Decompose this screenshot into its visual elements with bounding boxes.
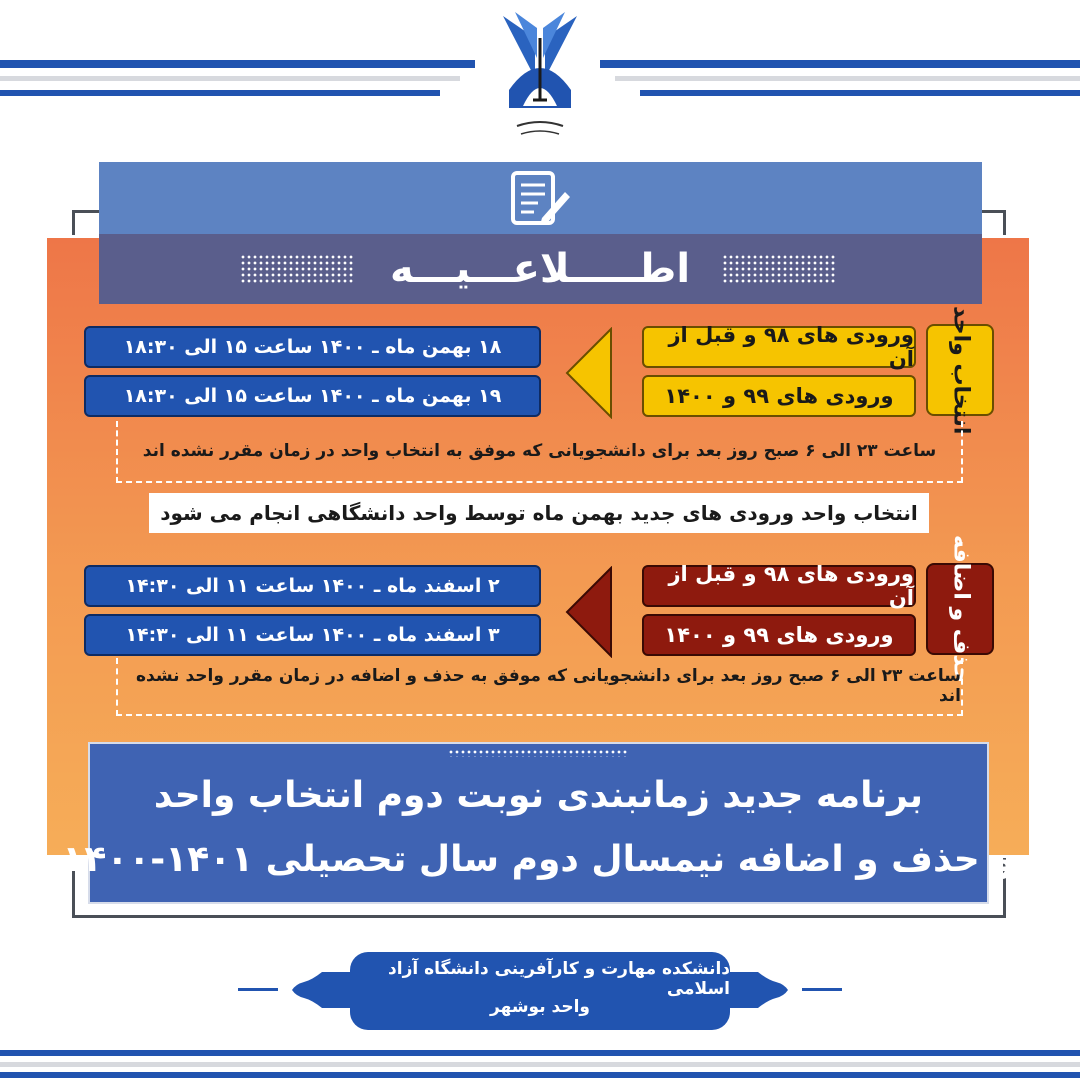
add-drop-date-2: ۳ اسفند ماه ـ ۱۴۰۰ ساعت ۱۱ الی ۱۴:۳۰ — [84, 614, 541, 656]
top-stripe-right-2 — [615, 76, 1080, 81]
selection-cohort-2: ورودی های ۹۹ و ۱۴۰۰ — [642, 375, 916, 417]
footer-rule-right — [802, 988, 842, 991]
bottom-stripe-3 — [0, 1072, 1080, 1078]
top-stripe-left-2 — [0, 76, 460, 81]
footer-line-2: واحد بوشهر — [490, 997, 590, 1017]
title-dots-right — [722, 254, 837, 284]
add-drop-arrow-icon — [564, 566, 614, 658]
add-drop-cohort-1: ورودی های ۹۸ و قبل از آن — [642, 565, 916, 607]
university-logo — [495, 8, 585, 143]
add-drop-note: ساعت ۲۳ الی ۶ صبح روز بعد برای دانشجویانی که موفق به حذف و اضافه در زمان مقرر واحد نشده اند — [116, 658, 963, 716]
footer-rule-left — [238, 988, 278, 991]
document-edit-icon — [508, 170, 572, 228]
bottom-stripe-2 — [0, 1062, 1080, 1067]
selection-note: ساعت ۲۳ الی ۶ صبح روز بعد برای دانشجویانی که موفق به انتخاب واحد در زمان مقرر نشده اند — [116, 421, 963, 483]
top-stripe-left-1 — [0, 60, 475, 68]
bottom-stripe-1 — [0, 1050, 1080, 1056]
add-drop-cohort-2: ورودی های ۹۹ و ۱۴۰۰ — [642, 614, 916, 656]
selection-cohort-1: ورودی های ۹۸ و قبل از آن — [642, 326, 916, 368]
add-drop-tag: حذف و اضافه — [926, 563, 994, 655]
top-stripe-right-3 — [640, 90, 1080, 96]
title-dots-left — [240, 254, 355, 284]
selection-arrow-icon — [564, 327, 614, 419]
page-title: اطـــــلاعـــیـــه — [389, 246, 691, 292]
top-stripe-right-1 — [600, 60, 1080, 68]
top-stripe-left-3 — [0, 90, 440, 96]
middle-notice: انتخاب واحد ورودی های جدید بهمن ماه توسط واحد دانشگاهی انجام می شود — [149, 493, 929, 533]
headline-line-2: و حذف و اضافه نیمسال دوم سال تحصیلی ۱۴۰۱-۱۴۰۰ — [62, 838, 1015, 880]
footer-line-1: دانشکده مهارت و کارآفرینی دانشگاه آزاد اسلامی — [388, 959, 730, 999]
selection-date-2: ۱۹ بهمن ماه ـ ۱۴۰۰ ساعت ۱۵ الی ۱۸:۳۰ — [84, 375, 541, 417]
add-drop-date-1: ۲ اسفند ماه ـ ۱۴۰۰ ساعت ۱۱ الی ۱۴:۳۰ — [84, 565, 541, 607]
headline-line-1: برنامه جدید زمانبندی نوبت دوم انتخاب واحد — [153, 774, 924, 816]
selection-tag: انتخاب واحد — [926, 324, 994, 416]
selection-date-1: ۱۸ بهمن ماه ـ ۱۴۰۰ ساعت ۱۵ الی ۱۸:۳۰ — [84, 326, 541, 368]
headline-dots — [448, 749, 628, 757]
